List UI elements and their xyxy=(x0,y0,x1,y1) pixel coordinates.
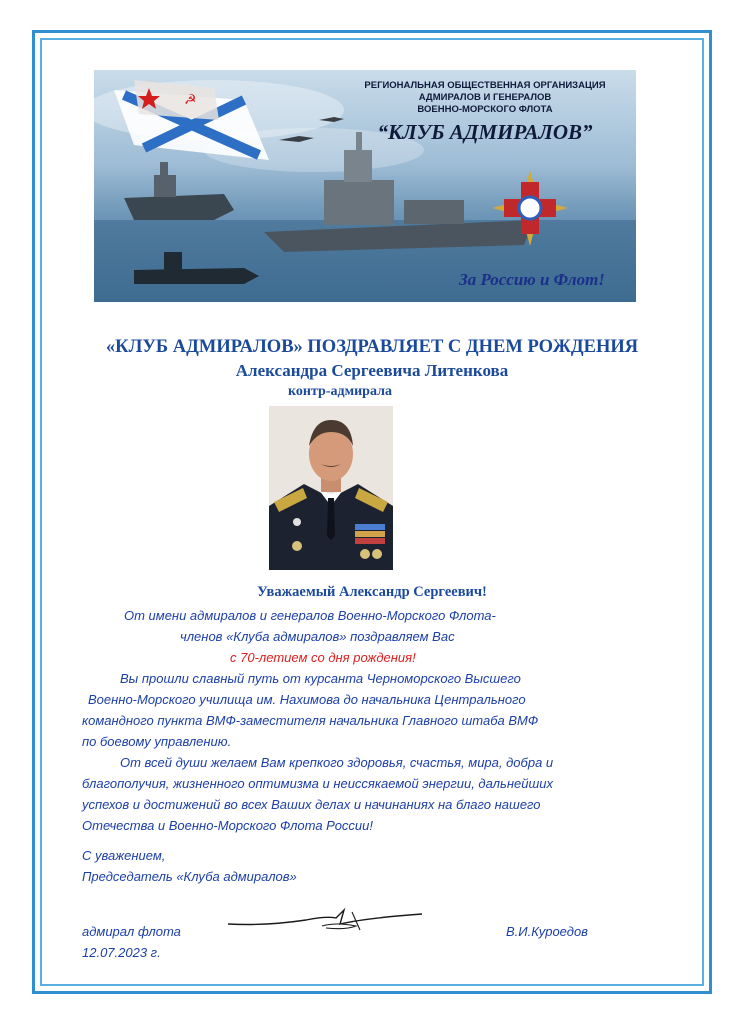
handwritten-signature xyxy=(226,906,422,934)
org-line-2: АДМИРАЛОВ И ГЕНЕРАЛОВ xyxy=(418,92,552,103)
paragraph-1-line-2: Военно-Морского училища им. Нахимова до начальника Центрального xyxy=(88,692,526,707)
paragraph-1-line-1: Вы прошли славный путь от курсанта Черноморского Высшего xyxy=(120,671,521,686)
signer-name: В.И.Куроедов xyxy=(506,924,588,939)
club-title: “КЛУБ АДМИРАЛОВ” xyxy=(377,120,593,144)
paragraph-2-line-4: Отечества и Военно-Морского Флота России! xyxy=(82,818,373,833)
motto: За Россию и Флот! xyxy=(459,270,605,289)
congratulation-heading: «КЛУБ АДМИРАЛОВ» ПОЗДРАВЛЯЕТ С ДНЕМ РОЖДЕНИЯ xyxy=(105,337,639,357)
honoree-rank: контр-адмирала xyxy=(288,384,392,399)
anniversary-line: с 70-летием со дня рождения! xyxy=(230,650,416,665)
paragraph-2-line-3: успехов и достижений во всех Ваших делах и начинаниях на благо нашего xyxy=(82,797,541,812)
honoree-portrait xyxy=(269,406,393,570)
honoree-name: Александра Сергеевича Литенкова xyxy=(235,361,509,380)
paragraph-2-line-2: благополучия, жизненного оптимизма и неиссякаемой энергии, дальнейших xyxy=(82,776,553,791)
salutation: Уважаемый Александр Сергеевич! xyxy=(257,584,487,600)
intro-line-2: членов «Клуба адмиралов» поздравляем Вас xyxy=(180,629,455,644)
paragraph-1-line-3: командного пункта ВМФ-заместителя начальника Главного штаба ВМФ xyxy=(82,713,539,728)
intro-line-1: От имени адмиралов и генералов Военно-Морского Флота- xyxy=(124,608,496,623)
organization-name xyxy=(350,80,620,116)
paragraph-1-line-4: по боевому управлению. xyxy=(82,734,232,749)
letter-date: 12.07.2023 г. xyxy=(82,945,161,960)
org-line-1: РЕГИОНАЛЬНАЯ ОБЩЕСТВЕННАЯ ОРГАНИЗАЦИЯ xyxy=(364,80,606,91)
paragraph-2-line-1: От всей души желаем Вам крепкого здоровья, счастья, мира, добра и xyxy=(120,755,554,770)
signer-position: Председатель «Клуба адмиралов» xyxy=(82,869,297,884)
svg-text:☭: ☭ xyxy=(184,92,197,108)
org-line-3: ВОЕННО-МОРСКОГО ФЛОТА xyxy=(417,104,553,115)
closing-regards: С уважением, xyxy=(82,848,166,863)
header-banner xyxy=(94,70,636,302)
signer-rank: адмирал флота xyxy=(82,924,181,939)
